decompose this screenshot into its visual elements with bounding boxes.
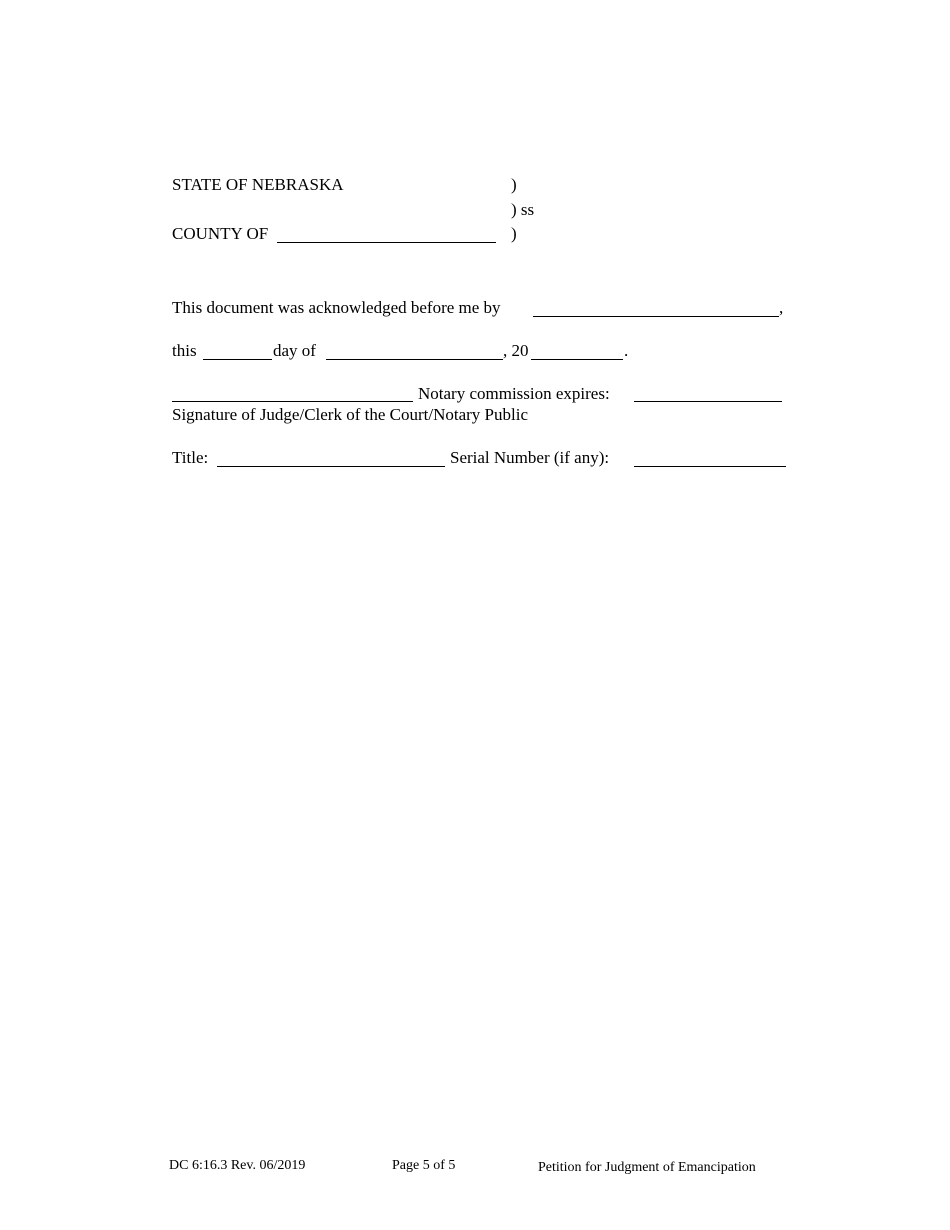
title-label: Title: [172, 448, 209, 467]
year-blank-field[interactable] [531, 359, 623, 360]
state-heading: STATE OF NEBRASKA [172, 175, 344, 194]
date-period: . [624, 341, 629, 360]
title-blank-field[interactable] [217, 466, 445, 467]
footer-form-number: DC 6:16.3 Rev. 06/2019 [169, 1158, 306, 1173]
commission-expires-label: Notary commission expires: [418, 384, 610, 403]
county-blank-field[interactable] [277, 242, 496, 243]
venue-paren-top: ) [511, 175, 517, 194]
day-of-label: day of [273, 341, 316, 360]
signature-blank-field[interactable] [172, 401, 413, 402]
venue-paren-bottom: ) [511, 224, 517, 243]
venue-paren-ss: ) ss [511, 200, 535, 219]
signature-caption: Signature of Judge/Clerk of the Court/Notary Public [172, 405, 528, 424]
month-blank-field[interactable] [326, 359, 503, 360]
serial-number-blank-field[interactable] [634, 466, 786, 467]
acknowledged-by-blank-field[interactable] [533, 316, 779, 317]
acknowledgment-text: This document was acknowledged before me by [172, 298, 501, 317]
commission-expires-blank-field[interactable] [634, 401, 782, 402]
serial-number-label: Serial Number (if any): [450, 448, 610, 467]
footer-page-number: Page 5 of 5 [392, 1158, 456, 1173]
day-blank-field[interactable] [203, 359, 272, 360]
acknowledgment-comma: , [779, 298, 784, 317]
this-label: this [172, 341, 197, 360]
county-label: COUNTY OF [172, 224, 269, 243]
footer-form-title: Petition for Judgment of Emancipation [538, 1160, 756, 1175]
year-prefix: , 20 [503, 341, 529, 360]
